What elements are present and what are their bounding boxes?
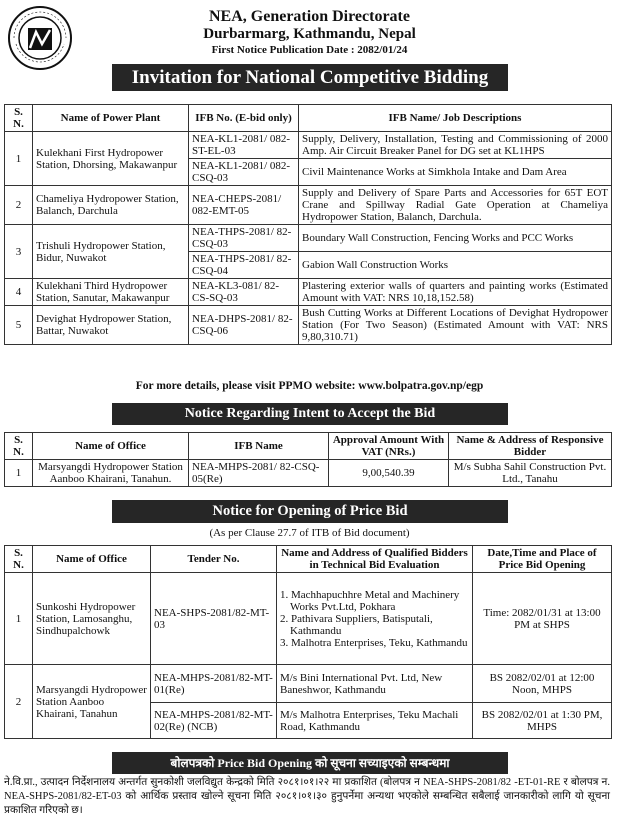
row-plant: Devighat Hydropower Station, Battar, Nuwakot (33, 306, 189, 345)
row-plant: Trishuli Hydropower Station, Bidur, Nuwakot (33, 225, 189, 279)
bidder-item: 2. Pathivara Suppliers, Batisputali, Kathmandu (280, 612, 433, 637)
table-row (5, 279, 612, 306)
org-name: NEA, Generation Directorate (209, 8, 410, 25)
row-ifb: NEA-KL1-2081/ 082-CSQ-03 (189, 159, 299, 186)
col-ifb: IFB No. (E-bid only) (189, 105, 299, 132)
table-row (5, 573, 612, 665)
col-tender: Tender No. (151, 546, 277, 573)
row-office: Marsyangdi Hydropower Station Aanboo Khairani, Tanahun (33, 665, 151, 739)
row-opening: Time: 2082/01/31 at 13:00 PM at SHPS (473, 573, 612, 665)
table-row (5, 186, 612, 225)
ncb-table (4, 104, 612, 345)
more-details: For more details, please visit PPMO website: www.bolpatra.gov.np/egp (135, 380, 484, 392)
row-ifb: NEA-CHEPS-2081/ 082-EMT-05 (189, 186, 299, 225)
row-sn: 2 (5, 665, 33, 739)
row-plant: Kulekhani First Hydropower Station, Dhorsing, Makawanpur (33, 132, 189, 186)
row-desc: Plastering exterior walls of quarters and painting works (Estimated Amount with VAT: NRS 10,18,152.58) (299, 279, 612, 306)
row-sn: 1 (5, 573, 33, 665)
correction-notice-body: ने.वि.प्रा., उत्पादन निर्देशनालय अन्तर्गत सुनकोशी जलविद्युत केन्द्रको मिति २०८१।०१।२२ मा प्रकाशित (बोलपत्र न NEA-SHPS-2081/82 -ET-01-RE र बोलपत्र न. NEA-SHPS-2081/82-ET-03 को आर्थिक प्रस्ताव खोल्ने सूचना मिति २०८१।०१।३० हुनुपर्नेमा अन्यथा भएकोले सम्बन्धित सबैलाई जानकारीको लागि यो सूचना प्रकाशित गरिएको छ। (4, 777, 610, 816)
section-title-price-bid: Notice for Opening of Price Bid (112, 500, 508, 523)
row-tender: NEA-MHPS-2081/82-MT-01(Re) (151, 665, 277, 703)
section-title-intent: Notice Regarding Intent to Accept the Bid (112, 403, 508, 425)
row-bidders (277, 573, 473, 665)
col-office: Name of Office (33, 546, 151, 573)
row-desc: Boundary Wall Construction, Fencing Works and PCC Works (299, 225, 612, 252)
section-title-ncb: Invitation for National Competitive Bidding (112, 64, 508, 91)
publication-date: First Notice Publication Date : 2082/01/24 (211, 44, 408, 56)
row-ifb: NEA-THPS-2081/ 82-CSQ-04 (189, 252, 299, 279)
bidder-item: 1. Machhapuchhre Metal and Machinery Works Pvt.Ltd, Pokhara (280, 588, 460, 613)
col-bidder: Name & Address of Responsive Bidder (449, 433, 612, 460)
price-bid-table (4, 545, 612, 739)
col-desc: IFB Name/ Job Descriptions (299, 105, 612, 132)
col-sn: S. N. (5, 546, 33, 573)
table-row (5, 132, 612, 159)
row-plant: Kulekhani Third Hydropower Station, Sanutar, Makawanpur (33, 279, 189, 306)
row-opening: BS 2082/02/01 at 12:00 Noon, MHPS (473, 665, 612, 703)
intent-table (4, 432, 612, 487)
row-sn: 2 (5, 186, 33, 225)
col-office: Name of Office (33, 433, 189, 460)
row-desc: Civil Maintenance Works at Simkhola Intake and Dam Area (299, 159, 612, 186)
row-desc: Bush Cutting Works at Different Locations of Devighat Hydropower Station (For Two Season) (Estimated Amount with VAT: NRS 9,80,310.71) (299, 306, 612, 345)
section-subtitle-price-bid: (As per Clause 27.7 of ITB of Bid document) (209, 527, 410, 539)
row-sn: 5 (5, 306, 33, 345)
table-row (5, 306, 612, 345)
row-tender: NEA-SHPS-2081/82-MT-03 (151, 573, 277, 665)
row-sn: 1 (5, 132, 33, 186)
header (0, 6, 619, 57)
row-ifb: NEA-KL3-081/ 82-CS-SQ-03 (189, 279, 299, 306)
col-plant: Name of Power Plant (33, 105, 189, 132)
col-opening: Date,Time and Place of Price Bid Opening (473, 546, 612, 573)
row-ifb: NEA-THPS-2081/ 82-CSQ-03 (189, 225, 299, 252)
row-amount: 9,00,540.39 (329, 460, 449, 487)
row-office: Sunkoshi Hydropower Station, Lamosanghu, Sindhupalchowk (33, 573, 151, 665)
row-bidders: M/s Bini International Pvt. Ltd, New Baneshwor, Kathmandu (277, 665, 473, 703)
table-row (5, 225, 612, 252)
row-tender: NEA-MHPS-2081/82-MT-02(Re) (NCB) (151, 703, 277, 739)
row-sn: 4 (5, 279, 33, 306)
row-plant: Chameliya Hydropower Station, Balanch, Darchula (33, 186, 189, 225)
row-desc: Supply, Delivery, Installation, Testing and Commissioning of 2000 Amp. Air Circuit Breaker Panel for DG set at KL1HPS (299, 132, 612, 159)
row-bidder: M/s Subha Sahil Construction Pvt. Ltd., Tanahu (449, 460, 612, 487)
row-ifb: NEA-MHPS-2081/ 82-CSQ-05(Re) (189, 460, 329, 487)
col-bidders: Name and Address of Qualified Bidders in Technical Bid Evaluation (277, 546, 473, 573)
row-desc: Gabion Wall Construction Works (299, 252, 612, 279)
row-sn: 3 (5, 225, 33, 279)
row-sn: 1 (5, 460, 33, 487)
section-title-correction: बोलपत्रको Price Bid Opening को सूचना सच्याइएको सम्बन्धमा (112, 752, 508, 774)
col-ifb-name: IFB Name (189, 433, 329, 460)
row-office: Marsyangdi Hydropower Station Aanboo Khairani, Tanahun. (33, 460, 189, 487)
col-amount: Approval Amount With VAT (NRs.) (329, 433, 449, 460)
row-bidders: M/s Malhotra Enterprises, Teku Machali Road, Kathmandu (277, 703, 473, 739)
org-location: Durbarmarg, Kathmandu, Nepal (203, 26, 416, 42)
col-sn: S. N. (5, 433, 33, 460)
row-ifb: NEA-DHPS-2081/ 82-CSQ-06 (189, 306, 299, 345)
table-row (5, 460, 612, 487)
row-ifb: NEA-KL1-2081/ 082-ST-EL-03 (189, 132, 299, 159)
bidder-item: 3. Malhotra Enterprises, Teku, Kathmandu (280, 636, 468, 649)
col-sn: S. N. (5, 105, 33, 132)
row-desc: Supply and Delivery of Spare Parts and Accessories for 65T EOT Crane and Spillway Radial Gate Operation at Chameliya Hydropower Station, Balanch, Darchula. (299, 186, 612, 225)
row-opening: BS 2082/02/01 at 1:30 PM, MHPS (473, 703, 612, 739)
table-row (5, 665, 612, 703)
